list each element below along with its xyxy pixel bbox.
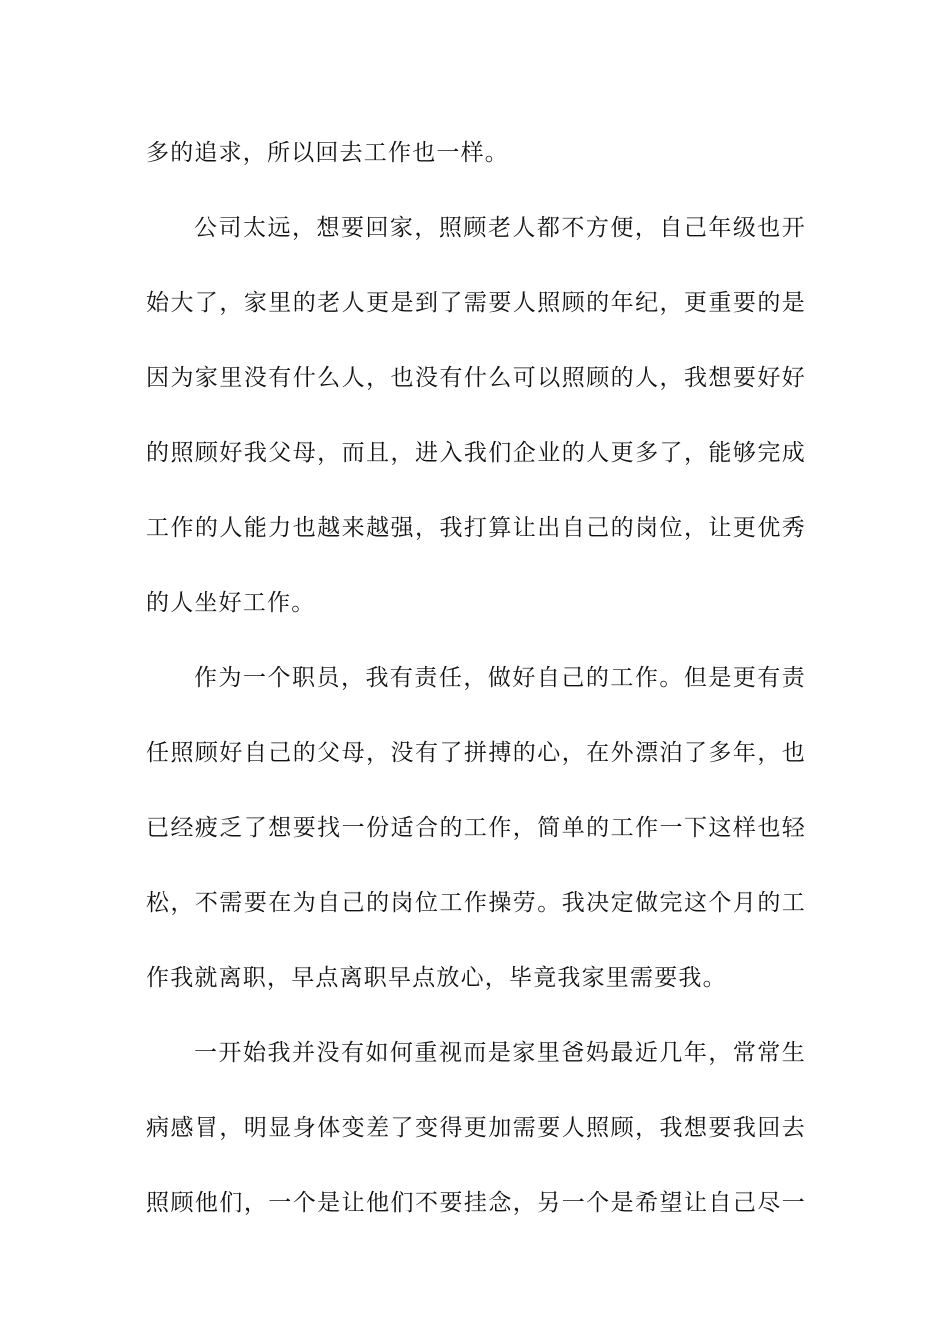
text-line: 已经疲乏了想要找一份适合的工作，简单的工作一下这样也轻 bbox=[146, 815, 806, 841]
text-line: 病感冒，明显身体变差了变得更加需要人照顾，我想要我回去 bbox=[146, 1115, 806, 1141]
text-line: 多的追求，所以回去工作也一样。 bbox=[146, 140, 509, 166]
paragraph-first-line: 作为一个职员，我有责任，做好自己的工作。但是更有责 bbox=[194, 665, 806, 691]
text-line: 工作的人能力也越来越强，我打算让出自己的岗位，让更优秀 bbox=[146, 515, 806, 541]
text-line: 的照顾好我父母，而且，进入我们企业的人更多了，能够完成 bbox=[146, 440, 806, 466]
text-line: 照顾他们，一个是让他们不要挂念，另一个是希望让自己尽一 bbox=[146, 1190, 806, 1216]
text-line: 作我就离职，早点离职早点放心，毕竟我家里需要我。 bbox=[146, 965, 727, 991]
paragraph-first-line: 公司太远，想要回家，照顾老人都不方便，自己年级也开 bbox=[194, 215, 806, 241]
text-line: 任照顾好自己的父母，没有了拼搏的心，在外漂泊了多年，也 bbox=[146, 740, 806, 766]
text-line: 的人坐好工作。 bbox=[146, 590, 316, 616]
text-line: 始大了，家里的老人更是到了需要人照顾的年纪，更重要的是 bbox=[146, 290, 806, 316]
text-line: 因为家里没有什么人，也没有什么可以照顾的人，我想要好好 bbox=[146, 365, 806, 391]
text-line: 松，不需要在为自己的岗位工作操劳。我决定做完这个月的工 bbox=[146, 890, 806, 916]
paragraph-first-line: 一开始我并没有如何重视而是家里爸妈最近几年，常常生 bbox=[194, 1040, 806, 1066]
